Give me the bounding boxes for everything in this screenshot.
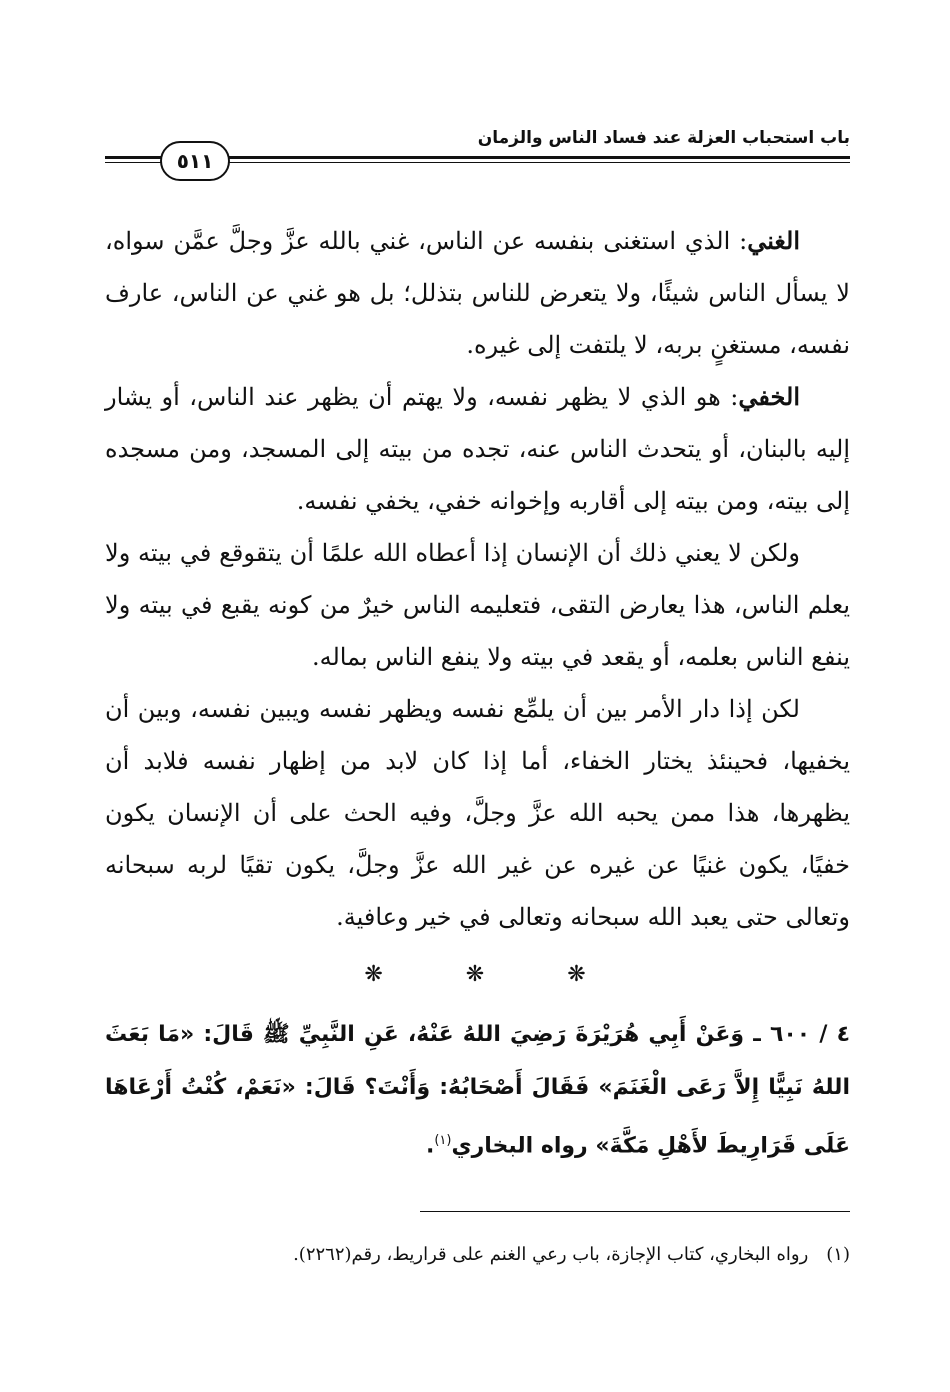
paragraph-concealment: [105, 683, 850, 943]
footnote: [105, 1240, 850, 1270]
separator-star-icon: ❋: [567, 962, 586, 987]
paragraph-teaching-text: ولكن لا يعني ذلك أن الإنسان إذا أعطاه الله علمًا أن يتقوقع في بيته ولا يعلم الناس، هذا يعارض التقى، فتعليمه الناس خيرٌ من كونه يقبع في بيته ولا ينفع الناس بعلمه، أو يقعد في بيته ولا ينفع الناس بماله.: [105, 539, 850, 671]
paragraph-teaching: [105, 527, 850, 683]
running-title: باب استحباب العزلة عند فساد الناس والزمان: [477, 128, 850, 148]
hadith-source: رواه البخاري: [451, 1133, 596, 1159]
term-khafi: الخفي: [738, 382, 800, 411]
separator-star-icon: ❋: [465, 962, 485, 987]
footnote-divider: [420, 1211, 850, 1212]
paragraph-khafi-text: : هو الذي لا يظهر نفسه، ولا يهتم أن يظهر عند الناس، أو يشار إليه بالبنان، أو يتحدث الناس عنه، تجده من بيته إلى المسجد، ومن مسجده إلى بيته، ومن بيته إلى أقاربه وإخوانه خفي، يخفي نفسه.: [105, 383, 850, 515]
body-text: [105, 215, 850, 943]
paragraph-ghani-text: : الذي استغنى بنفسه عن الناس، غني بالله عزَّ وجلَّ عمَّن سواه، لا يسأل الناس شيئًا، ولا يتعرض للناس بتذلل؛ بل هو غني عن الناس، عارف نفسه، مستغنٍ بربه، لا يلتفت إلى غيره.: [105, 227, 850, 359]
separator-star-icon: ❋: [364, 962, 383, 987]
hadith-body: ٤ / ٦٠٠ ـ وَعَنْ أَبِي هُرَيْرَةَ رَضِيَ اللهُ عَنْهُ، عَنِ النَّبِيِّ ﷺ قَالَ: «مَا بَعَثَ اللهُ نَبِيًّا إِلاَّ رَعَى الْغَنَمَ» فَقَالَ أَصْحَابُهُ: وَأَنْتَ؟ قَالَ: «نَعَمْ، كُنْتُ أَرْعَاهَا عَلَى قَرَارِيطَ لأَهْلِ مَكَّةَ»: [105, 1022, 851, 1159]
hadith-text: [105, 1008, 850, 1172]
page-number: ٥١١: [160, 141, 230, 181]
footnote-text: رواه البخاري، كتاب الإجازة، باب رعي الغنم على قراريط، رقم(٢٢٦٢).: [293, 1244, 809, 1265]
section-separator: [0, 962, 950, 987]
paragraph-concealment-text: لكن إذا دار الأمر بين أن يلمِّع نفسه ويظهر نفسه ويبين نفسه، وبين أن يخفيها، فحينئذ يختار الخفاء، أما إذا كان لابد من إظهار نفسه فلابد أن يظهرها، هذا ممن يحبه الله عزَّ وجلَّ، وفيه الحث على أن الإنسان يكون خفيًا، يكون غنيًا عن غيره عن غير الله عزَّ وجلَّ، يكون تقيًا لربه سبحانه وتعالى حتى يعبد الله سبحانه وتعالى في خير وعافية.: [105, 695, 850, 931]
paragraph-khafi: [105, 371, 850, 527]
footnote-number: (١): [826, 1244, 850, 1265]
term-ghani: الغني: [747, 226, 800, 255]
hadith-end: .: [425, 1133, 435, 1159]
footnote-reference: (١): [434, 1133, 452, 1148]
paragraph-ghani: [105, 215, 850, 371]
